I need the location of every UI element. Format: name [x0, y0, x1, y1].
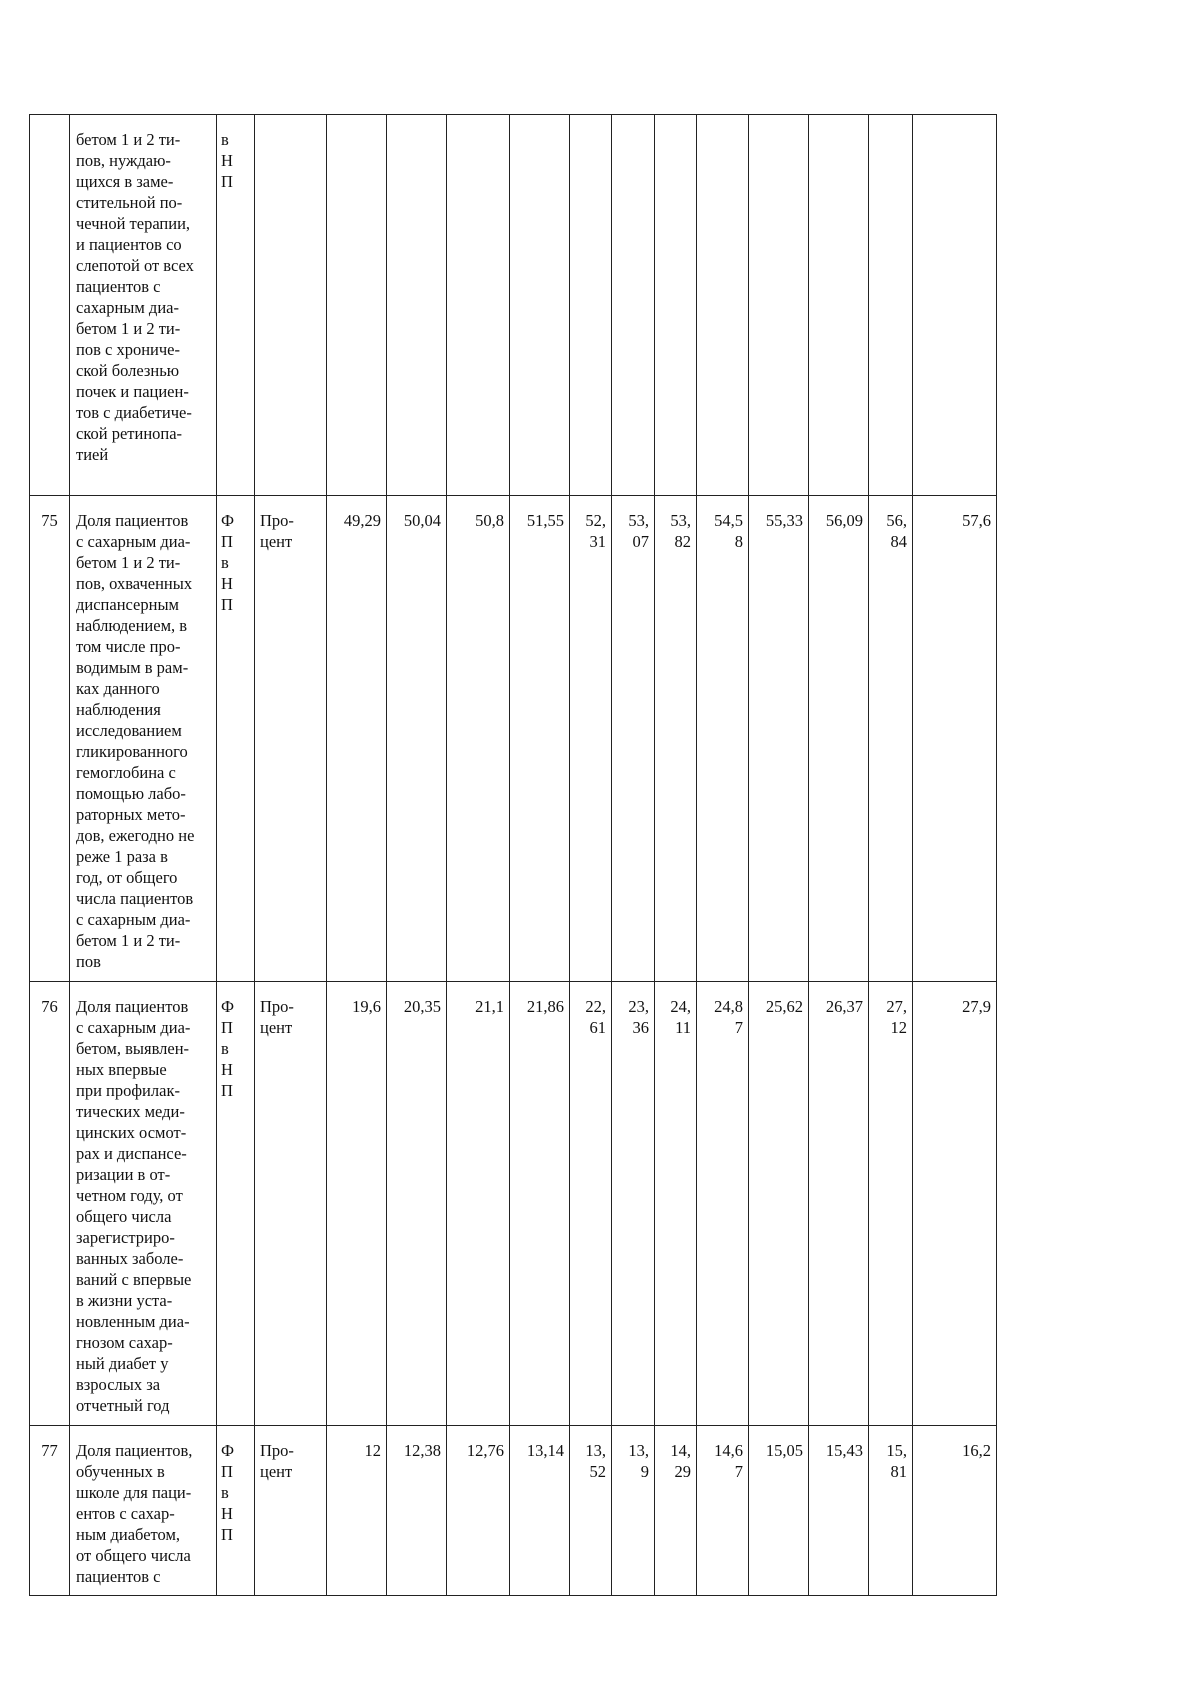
value-cell: 57,6: [913, 496, 997, 982]
value-cell: 24,8 7: [697, 982, 749, 1426]
value-cell: 13,14: [510, 1426, 570, 1596]
source-cell: Ф П в Н П: [217, 496, 255, 982]
value-cell: [612, 115, 655, 496]
value-cell: 51,55: [510, 496, 570, 982]
value-cell: 13, 9: [612, 1426, 655, 1596]
value-cell: 49,29: [327, 496, 387, 982]
value-cell: 27, 12: [869, 982, 913, 1426]
indicator-table: [29, 114, 997, 1596]
value-cell: 12,38: [387, 1426, 447, 1596]
value-cell: 27,9: [913, 982, 997, 1426]
table-body: [30, 115, 997, 1596]
value-cell: [655, 115, 697, 496]
value-cell: [387, 115, 447, 496]
source-cell: Ф П в Н П: [217, 1426, 255, 1596]
value-cell: 55,33: [749, 496, 809, 982]
value-cell: 12,76: [447, 1426, 510, 1596]
source-cell: в Н П: [217, 115, 255, 496]
value-cell: 21,1: [447, 982, 510, 1426]
value-cell: 25,62: [749, 982, 809, 1426]
value-cell: 22, 61: [570, 982, 612, 1426]
value-cell: 14, 29: [655, 1426, 697, 1596]
unit-cell: [255, 115, 327, 496]
unit-cell: Про- цент: [255, 1426, 327, 1596]
indicator-name-cell: бетом 1 и 2 ти- пов, нуждаю- щихся в заме- стительной по- чечной терапии, и пациентов со слепотой от всех пациентов с сахарным диа- бетом 1 и 2 ти- пов с хрониче- ской болезнью почек и пациен- тов с диабетиче- ской ретинопа- тией: [70, 115, 217, 496]
value-cell: [697, 115, 749, 496]
row-number-cell: 76: [30, 982, 70, 1426]
table-row: [30, 115, 997, 496]
value-cell: 56, 84: [869, 496, 913, 982]
indicator-name-cell: Доля пациентов с сахарным диа- бетом, выявлен- ных впервые при профилак- тических меди- цинских осмот- рах и диспансе- ризации в от- четном году, от общего числа зарегистриро- ванных заболе- ваний с впервые в жизни уста- новленным диа- гнозом сахар- ный диабет у взрослых за отчетный год: [70, 982, 217, 1426]
value-cell: [570, 115, 612, 496]
value-cell: 56,09: [809, 496, 869, 982]
value-cell: [749, 115, 809, 496]
value-cell: 12: [327, 1426, 387, 1596]
value-cell: 20,35: [387, 982, 447, 1426]
value-cell: 50,8: [447, 496, 510, 982]
value-cell: 50,04: [387, 496, 447, 982]
value-cell: [510, 115, 570, 496]
source-cell: Ф П в Н П: [217, 982, 255, 1426]
value-cell: 19,6: [327, 982, 387, 1426]
value-cell: 15,05: [749, 1426, 809, 1596]
value-cell: 15, 81: [869, 1426, 913, 1596]
value-cell: 24, 11: [655, 982, 697, 1426]
table-row: [30, 1426, 997, 1596]
value-cell: 14,6 7: [697, 1426, 749, 1596]
table-row: [30, 982, 997, 1426]
row-number-cell: [30, 115, 70, 496]
value-cell: [913, 115, 997, 496]
value-cell: 23, 36: [612, 982, 655, 1426]
value-cell: 54,5 8: [697, 496, 749, 982]
value-cell: 26,37: [809, 982, 869, 1426]
value-cell: 53, 07: [612, 496, 655, 982]
indicator-name-cell: Доля пациентов с сахарным диа- бетом 1 и 2 ти- пов, охваченных диспансерным наблюдением, в том числе про- водимым в рам- ках данного наблюдения исследованием гликированного гемоглобина с помощью лабо- раторных мето- дов, ежегодно не реже 1 раза в год, от общего числа пациентов с сахарным диа- бетом 1 и 2 ти- пов: [70, 496, 217, 982]
value-cell: [327, 115, 387, 496]
value-cell: 16,2: [913, 1426, 997, 1596]
value-cell: [809, 115, 869, 496]
value-cell: 21,86: [510, 982, 570, 1426]
unit-cell: Про- цент: [255, 982, 327, 1426]
row-number-cell: 77: [30, 1426, 70, 1596]
indicator-name-cell: Доля пациентов, обученных в школе для паци- ентов с сахар- ным диабетом, от общего числа пациентов с: [70, 1426, 217, 1596]
value-cell: 52, 31: [570, 496, 612, 982]
unit-cell: Про- цент: [255, 496, 327, 982]
value-cell: 13, 52: [570, 1426, 612, 1596]
value-cell: [447, 115, 510, 496]
value-cell: 15,43: [809, 1426, 869, 1596]
value-cell: 53, 82: [655, 496, 697, 982]
value-cell: [869, 115, 913, 496]
table-row: [30, 496, 997, 982]
row-number-cell: 75: [30, 496, 70, 982]
